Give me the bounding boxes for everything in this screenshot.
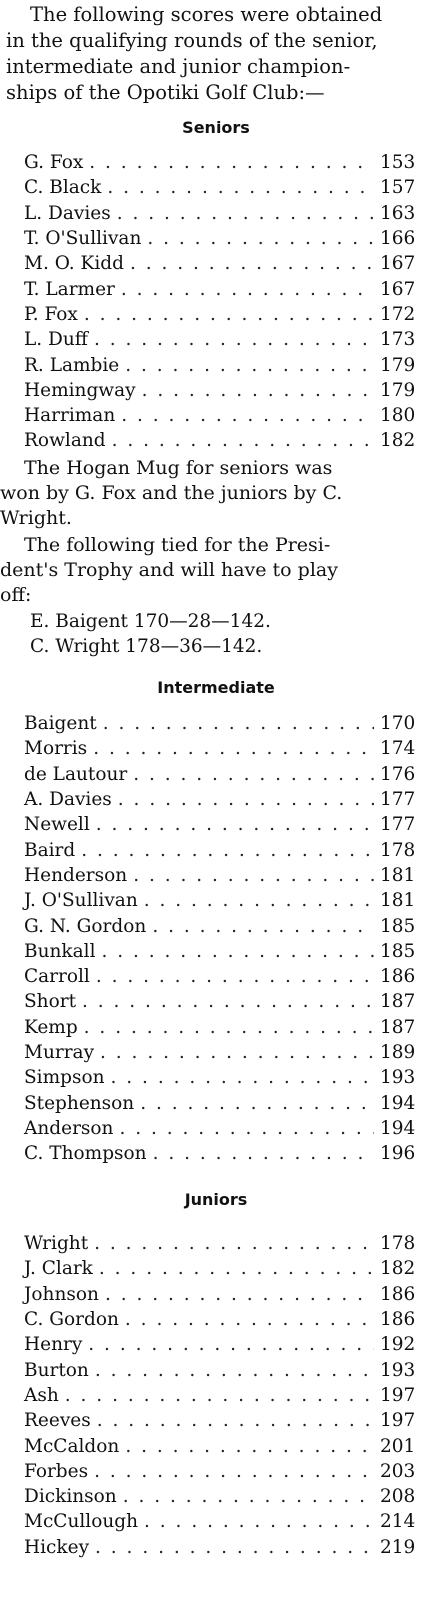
score-row [0, 1015, 432, 1040]
dot-leader [100, 1042, 374, 1063]
score-row [0, 1040, 432, 1065]
score-row [0, 175, 432, 200]
player-name: McCaldon [24, 1435, 120, 1457]
dot-leader [153, 1143, 374, 1164]
dot-leader [133, 764, 374, 785]
dot-leader [65, 1385, 374, 1406]
juniors-list [0, 1231, 432, 1560]
dot-leader [94, 1233, 374, 1254]
score-row [0, 352, 432, 377]
score-row [0, 863, 432, 888]
score-row [0, 1065, 432, 1090]
score-row [0, 913, 432, 938]
player-name: J. O'Sullivan [24, 890, 138, 912]
score-row [0, 1484, 432, 1509]
intro-line: The following scores were obtained [30, 3, 383, 26]
player-name: P. Fox [24, 303, 78, 325]
player-score: 181 [380, 864, 416, 886]
player-score: 181 [380, 890, 416, 912]
player-name: Simpson [24, 1067, 105, 1089]
dot-leader [119, 1118, 374, 1139]
score-row [0, 1256, 432, 1281]
player-score: 177 [380, 789, 416, 811]
player-score: 208 [380, 1486, 416, 1508]
player-score: 182 [380, 430, 416, 452]
intro-line: ships of the Opotiki Golf Club:— [6, 81, 325, 104]
score-row [0, 1357, 432, 1382]
player-name: C. Black [24, 177, 102, 199]
dot-leader [96, 814, 374, 835]
player-score: 180 [380, 405, 416, 427]
dot-leader [142, 380, 374, 401]
player-name: C. Thompson [24, 1143, 147, 1165]
player-score: 182 [380, 1258, 416, 1280]
player-score: 194 [380, 1117, 416, 1139]
dot-leader [88, 1334, 374, 1355]
player-score: 170 [380, 713, 416, 735]
dot-leader [112, 430, 374, 451]
intro-line: intermediate and junior champion- [6, 55, 351, 78]
dot-leader [111, 1067, 374, 1088]
president-line: off: [0, 584, 32, 606]
score-row [0, 403, 432, 428]
score-row [0, 1141, 432, 1166]
intro-line: in the qualifying rounds of the senior, [6, 29, 378, 52]
player-name: A. Davies [24, 789, 112, 811]
player-name: Hemingway [24, 379, 136, 401]
player-score: 179 [380, 379, 416, 401]
dot-leader [133, 865, 374, 886]
player-score: 163 [380, 202, 416, 224]
score-row [0, 201, 432, 226]
player-name: Henry [24, 1334, 83, 1356]
tie-entry: C. Wright 178—36—142. [30, 636, 263, 657]
score-row [0, 226, 432, 251]
player-name: Kemp [24, 1016, 78, 1038]
player-name: de Lautour [24, 763, 128, 785]
score-row [0, 378, 432, 403]
hogan-paragraph [0, 456, 426, 531]
president-paragraph [0, 533, 426, 608]
dot-leader [82, 991, 374, 1012]
score-row [0, 1383, 432, 1408]
player-name: Ash [24, 1384, 59, 1406]
player-score: 196 [380, 1143, 416, 1165]
dot-leader [95, 1537, 374, 1558]
dot-leader [97, 1410, 374, 1431]
hogan-line: Wright. [0, 507, 72, 529]
dot-leader [144, 890, 374, 911]
player-name: Short [24, 991, 77, 1013]
score-row [0, 1535, 432, 1560]
tie-entry: E. Baigent 170—28—142. [30, 611, 271, 632]
player-score: 193 [380, 1359, 416, 1381]
player-score: 189 [380, 1042, 416, 1063]
player-name: Johnson [24, 1283, 99, 1305]
score-row [0, 1433, 432, 1458]
player-score: 166 [380, 228, 416, 250]
score-row [0, 787, 432, 812]
player-name: Morris [24, 738, 88, 760]
dot-leader [94, 1461, 374, 1482]
score-row [0, 812, 432, 837]
player-name: Burton [24, 1359, 89, 1381]
player-score: 172 [380, 303, 416, 325]
player-name: Forbes [24, 1460, 89, 1482]
player-name: Baigent [24, 713, 97, 735]
player-name: G. Fox [24, 152, 84, 174]
player-name: Rowland [24, 430, 106, 452]
score-row [0, 1307, 432, 1332]
dot-leader [152, 916, 374, 937]
player-score: 167 [380, 253, 416, 275]
dot-leader [103, 713, 374, 734]
player-score: 197 [380, 1384, 416, 1406]
player-name: McCullough [24, 1511, 139, 1533]
player-name: M. O. Kidd [24, 253, 124, 275]
dot-leader [96, 966, 374, 987]
score-row [0, 302, 432, 327]
player-name: Newell [24, 814, 90, 836]
score-row [0, 428, 432, 453]
player-score: 187 [380, 991, 416, 1013]
seniors-heading: Seniors [182, 118, 250, 137]
score-row [0, 762, 432, 787]
dot-leader [99, 1258, 374, 1279]
score-row [0, 1116, 432, 1141]
player-name: L. Davies [24, 202, 111, 224]
player-score: 186 [380, 1283, 416, 1305]
score-row [0, 1509, 432, 1534]
player-score: 203 [380, 1460, 416, 1482]
player-name: Carroll [24, 966, 90, 988]
dot-leader [102, 941, 375, 962]
dot-leader [121, 279, 374, 300]
dot-leader [93, 738, 374, 759]
player-name: Wright [24, 1233, 89, 1255]
dot-leader [89, 152, 374, 173]
president-line: dent's Trophy and will have to play [0, 559, 338, 581]
player-score: 178 [380, 839, 416, 861]
score-row [0, 989, 432, 1014]
player-name: Stephenson [24, 1092, 135, 1114]
seniors-list [0, 150, 432, 454]
player-score: 179 [380, 354, 416, 376]
score-row [0, 1408, 432, 1433]
player-score: 173 [380, 329, 416, 351]
player-score: 186 [380, 966, 416, 988]
player-score: 153 [380, 152, 416, 174]
score-row [0, 251, 432, 276]
player-score: 187 [380, 1016, 416, 1038]
player-name: J. Clark [24, 1258, 93, 1280]
player-name: Harriman [24, 405, 116, 427]
player-score: 194 [380, 1092, 416, 1114]
player-name: T. Larmer [24, 278, 115, 300]
score-row [0, 888, 432, 913]
dot-leader [121, 405, 374, 426]
player-name: Bunkall [24, 940, 96, 962]
player-name: G. N. Gordon [24, 915, 147, 937]
player-name: Dickinson [24, 1486, 117, 1508]
player-name: T. O'Sullivan [24, 228, 142, 250]
player-score: 178 [380, 1233, 416, 1255]
dot-leader [94, 329, 374, 350]
player-score: 201 [380, 1435, 416, 1457]
dot-leader [95, 1360, 374, 1381]
player-score: 193 [380, 1067, 416, 1089]
score-row [0, 1459, 432, 1484]
player-score: 157 [380, 177, 416, 199]
player-score: 185 [380, 915, 416, 937]
score-row [0, 276, 432, 301]
player-score: 214 [380, 1511, 416, 1533]
dot-leader [84, 1017, 374, 1038]
intermediate-heading: Intermediate [157, 678, 275, 697]
player-name: Reeves [24, 1410, 91, 1432]
score-row [0, 736, 432, 761]
dot-leader [117, 203, 374, 224]
score-row [0, 327, 432, 352]
player-name: Anderson [24, 1117, 114, 1139]
player-score: 186 [380, 1309, 416, 1331]
score-row [0, 150, 432, 175]
player-name: L. Duff [24, 329, 88, 351]
president-line: The following tied for the Presi- [24, 534, 331, 556]
player-name: Henderson [24, 864, 128, 886]
player-name: C. Gordon [24, 1309, 119, 1331]
score-row [0, 964, 432, 989]
player-name: Murray [24, 1042, 95, 1063]
dot-leader [144, 1511, 374, 1532]
dot-leader [123, 1486, 374, 1507]
player-score: 192 [380, 1334, 416, 1356]
dot-leader [105, 1284, 374, 1305]
dot-leader [118, 789, 374, 810]
dot-leader [84, 304, 374, 325]
score-row [0, 1231, 432, 1256]
dot-leader [125, 1436, 374, 1457]
dot-leader [81, 840, 374, 861]
score-row [0, 1090, 432, 1115]
player-score: 177 [380, 814, 416, 836]
score-row [0, 711, 432, 736]
player-score: 197 [380, 1410, 416, 1432]
intro-paragraph [6, 2, 426, 106]
score-row [0, 1282, 432, 1307]
juniors-heading: Juniors [184, 1190, 248, 1209]
dot-leader [125, 355, 374, 376]
player-score: 185 [380, 940, 416, 962]
player-score: 167 [380, 278, 416, 300]
score-row [0, 939, 432, 964]
dot-leader [140, 1093, 374, 1114]
player-score: 219 [380, 1536, 416, 1558]
player-name: Baird [24, 839, 76, 861]
dot-leader [147, 228, 374, 249]
dot-leader [130, 253, 374, 274]
player-name: R. Lambie [24, 354, 120, 376]
player-name: Hickey [24, 1536, 90, 1558]
hogan-line: won by G. Fox and the juniors by C. [0, 482, 343, 504]
player-score: 174 [380, 738, 416, 760]
dot-leader [107, 177, 374, 198]
score-row [0, 1332, 432, 1357]
intermediate-list [0, 711, 432, 1166]
score-row [0, 837, 432, 862]
dot-leader [125, 1309, 374, 1330]
hogan-line: The Hogan Mug for seniors was [24, 457, 333, 479]
player-score: 176 [380, 763, 416, 785]
